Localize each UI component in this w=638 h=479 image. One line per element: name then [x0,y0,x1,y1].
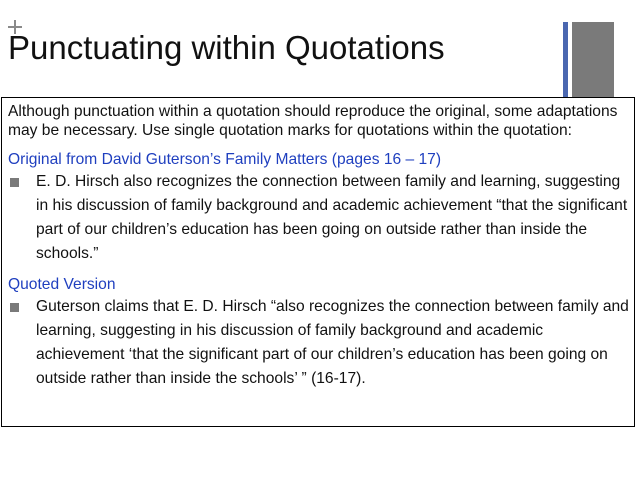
square-bullet-icon [10,303,19,312]
original-bullet-text: E. D. Hirsch also recognizes the connection between family and learning, suggesting in his discussion of family background and academic achievement “that the significant part of our children’s education has been going on outside rather than inside the schools.” [36,173,628,262]
accent-bar-gray [572,22,614,97]
quoted-bullet-text: Guterson claims that E. D. Hirsch “also recognizes the connection between family and learning, suggesting in his discussion of family background and academic achievement ‘that the significant part of our children’s education has been going on outside rather than inside the schools’ ” (16-17). [36,298,629,387]
accent-bar-blue [563,22,568,97]
quoted-heading: Quoted Version [8,276,116,293]
content-box [1,97,635,427]
quoted-bullet [8,295,634,391]
square-bullet-icon [10,178,19,187]
original-heading: Original from David Guterson’s Family Matters (pages 16 – 17) [8,151,442,168]
intro-text: Although punctuation within a quotation should reproduce the original, some adaptations may be necessary. Use single quotation marks for quotations within the quotation: [8,103,618,139]
original-bullet [8,170,634,266]
slide-title: Punctuating within Quotations [8,29,445,66]
